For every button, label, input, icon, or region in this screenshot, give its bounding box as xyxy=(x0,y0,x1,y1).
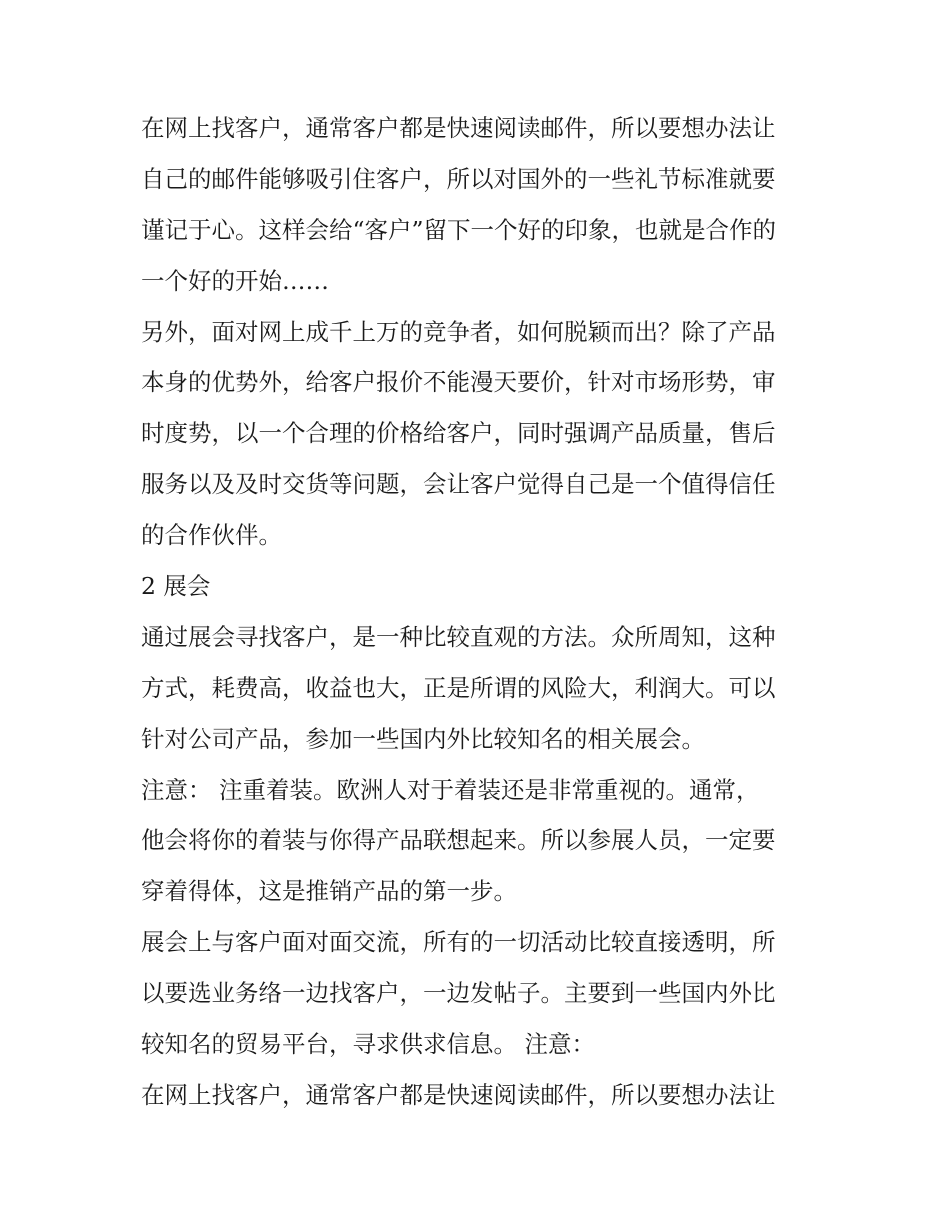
text-line: 展会上与客户面对面交流，所有的一切活动比较直接透明，所 xyxy=(141,928,776,957)
text-line: 注意： 注重着装。欧洲人对于着装还是非常重视的。通常， xyxy=(141,775,760,804)
text-line: 穿着得体，这是推销产品的第一步。 xyxy=(141,877,517,906)
text-line: 谨记于心。这样会给“客户”留下一个好的印象，也就是合作的 xyxy=(141,215,777,244)
text-line: 服务以及及时交货等问题，会让客户觉得自己是一个值得信任 xyxy=(141,470,776,499)
text-line: 通过展会寻找客户，是一种比较直观的方法。众所周知，这种 xyxy=(141,622,776,651)
text-line: 在网上找客户，通常客户都是快速阅读邮件，所以要想办法让 xyxy=(141,1080,776,1109)
text-line: 他会将你的着装与你得产品联想起来。所以参展人员，一定要 xyxy=(141,826,776,855)
text-line: 时度势，以一个合理的价格给客户，同时强调产品质量，售后 xyxy=(141,419,776,448)
text-line: 以要选业务络一边找客户，一边发帖子。主要到一些国内外比 xyxy=(141,979,776,1008)
section-heading: 2 展会 xyxy=(141,572,211,601)
text-line: 本身的优势外，给客户报价不能漫天要价，针对市场形势，审 xyxy=(141,368,776,397)
text-line: 在网上找客户，通常客户都是快速阅读邮件，所以要想办法让 xyxy=(141,114,776,142)
text-line: 较知名的贸易平台，寻求供求信息。 注意： xyxy=(141,1030,595,1059)
text-line: 方式，耗费高，收益也大，正是所谓的风险大，利润大。可以 xyxy=(141,673,776,702)
text-line: 自己的邮件能够吸引住客户，所以对国外的一些礼节标准就要 xyxy=(141,164,776,193)
text-line: 针对公司产品，参加一些国内外比较知名的相关展会。 xyxy=(141,724,705,753)
text-line: 一个好的开始…… xyxy=(141,266,329,295)
text-line: 另外，面对网上成千上万的竞争者，如何脱颖而出？除了产品 xyxy=(141,317,776,346)
document-body xyxy=(141,103,821,1121)
text-line: 的合作伙伴。 xyxy=(141,521,282,550)
